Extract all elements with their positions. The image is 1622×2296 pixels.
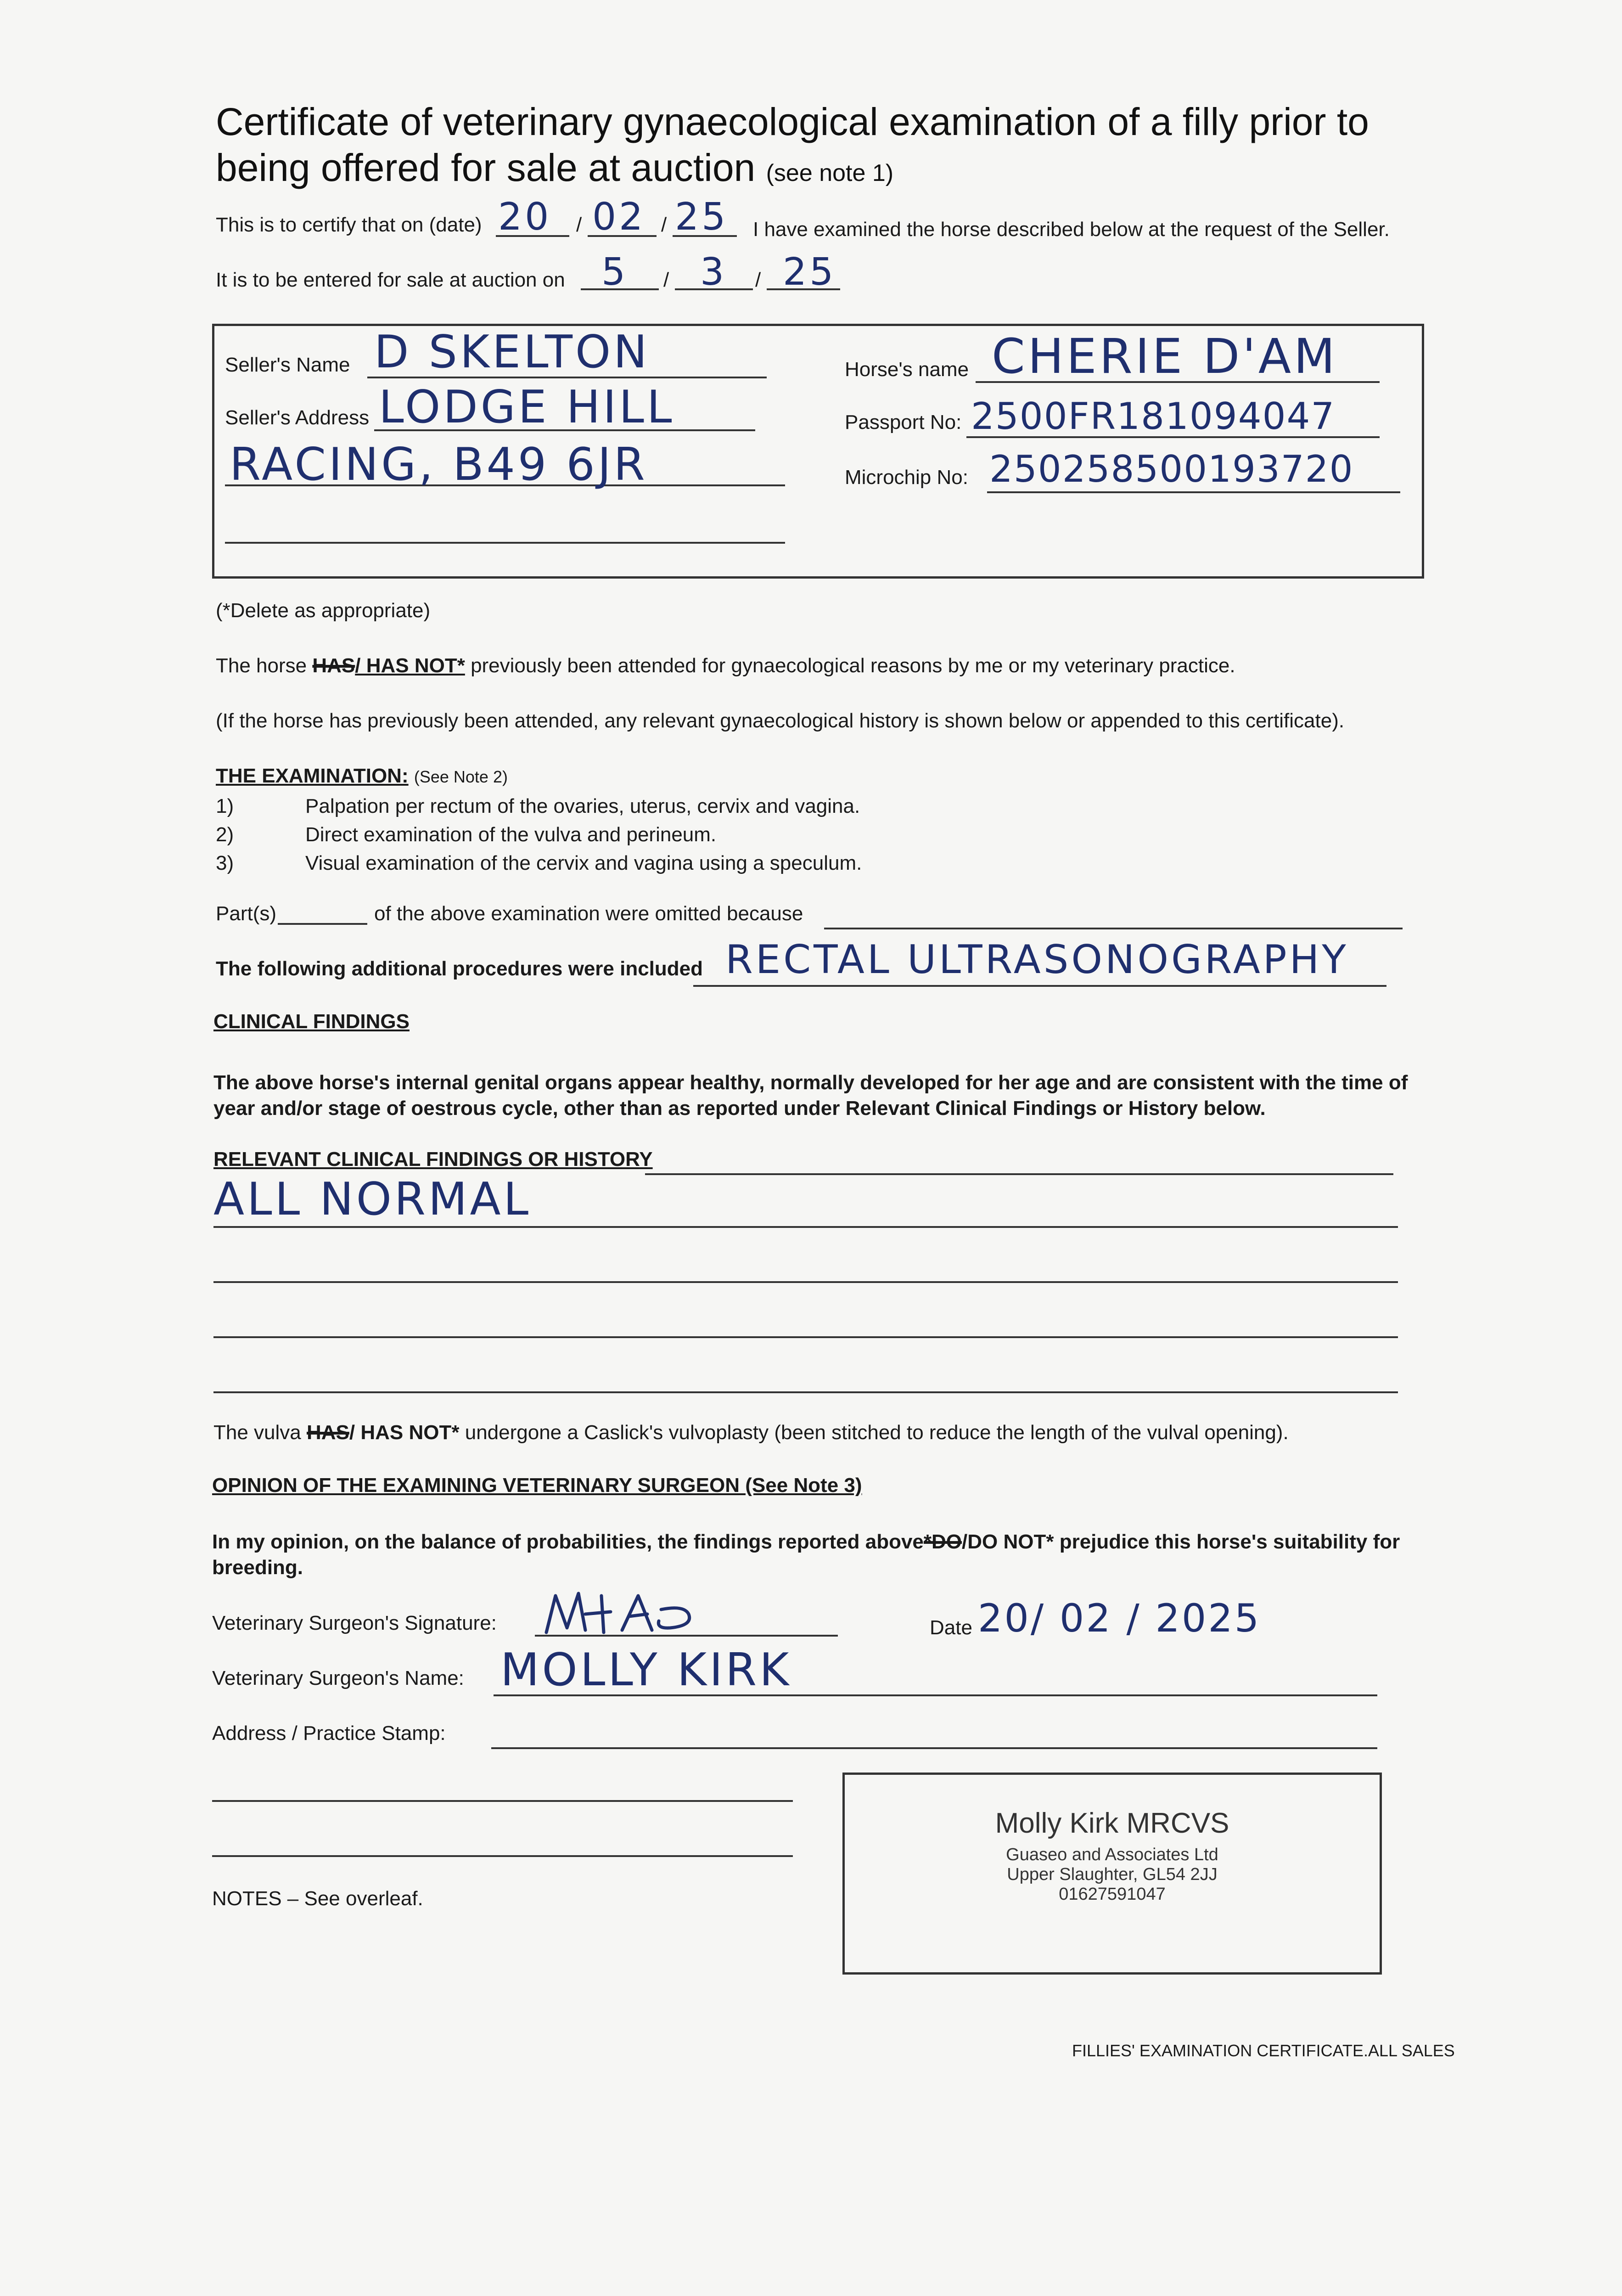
examination-item xyxy=(216,821,862,849)
relevant-heading: RELEVANT CLINICAL FINDINGS OR HISTORY xyxy=(213,1148,653,1171)
microchip-number[interactable]: 250258500193720 xyxy=(989,448,1354,490)
clinical-heading: CLINICAL FINDINGS xyxy=(213,1010,410,1033)
title-line-1: Certificate of veterinary gynaecological examination of a filly prior to xyxy=(216,100,1369,143)
certify-sep-1: / xyxy=(576,214,582,236)
certify-sep-2: / xyxy=(661,214,667,236)
additional-value[interactable]: RECTAL ULTRASONOGRAPHY xyxy=(725,937,1349,983)
stamp-name: Molly Kirk MRCVS xyxy=(995,1807,1229,1839)
additional-line xyxy=(693,985,1386,987)
opinion-heading: OPINION OF THE EXAMINING VETERINARY SURGEON (See Note 3) xyxy=(212,1474,862,1497)
address-line-2 xyxy=(212,1855,793,1857)
relevant-line-4 xyxy=(213,1391,1398,1393)
seller-address-2[interactable]: RACING, B49 6JR xyxy=(230,439,648,491)
seller-name-label: Seller's Name xyxy=(225,354,350,376)
passport-number[interactable]: 2500FR181094047 xyxy=(971,395,1336,438)
practice-stamp xyxy=(845,1807,1380,1904)
clinical-text: The above horse's internal genital organs appear healthy, normally developed for her age and are consistent with the time of year and/or stage of oestrous cycle, other than as reported under Relevant Clinical Findings or History below. xyxy=(213,1071,1408,1120)
opinion-text xyxy=(212,1529,1406,1581)
horse-name-label: Horse's name xyxy=(845,358,969,381)
examination-heading xyxy=(216,765,508,788)
auction-sep-1: / xyxy=(663,269,669,291)
vulva-statement xyxy=(213,1421,1289,1444)
delete-note: (*Delete as appropriate) xyxy=(216,599,431,622)
stamp-label: Address / Practice Stamp: xyxy=(212,1722,446,1745)
date-label: Date xyxy=(930,1616,972,1639)
omitted-reason-line[interactable] xyxy=(824,928,1403,929)
microchip-label: Microchip No: xyxy=(845,466,968,489)
microchip-line xyxy=(987,491,1400,493)
title-line-2 xyxy=(216,145,1369,196)
surgeon-name-label: Veterinary Surgeon's Name: xyxy=(212,1667,464,1689)
auction-sep-2: / xyxy=(755,269,761,291)
examination-list xyxy=(216,792,862,878)
signature-label: Veterinary Surgeon's Signature: xyxy=(212,1612,497,1634)
title-line-2-text: being offered for sale at auction xyxy=(216,146,756,189)
vulva-suffix: undergone a Caslick's vulvoplasty (been stitched to reduce the length of the vulval opening). xyxy=(465,1421,1289,1444)
additional-label: The following additional procedures were included xyxy=(216,957,703,980)
examination-item xyxy=(216,792,862,821)
stamp-company: Guaseo and Associates Ltd xyxy=(1006,1845,1218,1864)
seller-name[interactable]: D SKELTON xyxy=(374,326,650,378)
attended-prefix: The horse xyxy=(216,654,307,677)
auction-month[interactable]: 3 xyxy=(700,250,727,294)
seller-address-label: Seller's Address xyxy=(225,406,370,429)
auction-day[interactable]: 5 xyxy=(601,250,629,294)
omitted-parts-line[interactable] xyxy=(278,923,367,925)
certify-day[interactable]: 20 xyxy=(498,195,552,239)
certify-month[interactable]: 02 xyxy=(592,195,646,239)
opinion-text-before: In my opinion, on the balance of probabilities, the findings reported above xyxy=(212,1531,924,1553)
examination-item xyxy=(216,849,862,878)
date-value[interactable]: 20/ 02 / 2025 xyxy=(978,1596,1261,1641)
address-line-1 xyxy=(212,1800,793,1802)
opinion-struck[interactable]: *DO xyxy=(923,1531,962,1553)
vulva-selected[interactable]: / HAS NOT* xyxy=(349,1421,460,1444)
stamp-address-line xyxy=(491,1747,1377,1749)
examination-heading-text: THE EXAMINATION: xyxy=(216,765,409,787)
seller-address-line-3 xyxy=(225,542,785,544)
relevant-line-2 xyxy=(213,1281,1398,1283)
certify-year[interactable]: 25 xyxy=(675,195,729,239)
relevant-line-0 xyxy=(645,1173,1393,1175)
examination-item-num: 2) xyxy=(216,823,234,846)
omitted-prefix: Part(s) xyxy=(216,902,276,925)
relevant-line-1 xyxy=(213,1226,1398,1228)
examination-item-text: Direct examination of the vulva and perineum. xyxy=(305,823,717,846)
attended-suffix: previously been attended for gynaecological reasons by me or my veterinary practice. xyxy=(471,654,1235,677)
surgeon-name[interactable]: MOLLY KIRK xyxy=(500,1644,792,1696)
examination-item-text: Visual examination of the cervix and vagina using a speculum. xyxy=(305,852,862,874)
history-note: (If the horse has previously been attended, any relevant gynaecological history is shown below or appended to this certificate). xyxy=(216,709,1345,732)
footer-text: FILLIES' EXAMINATION CERTIFICATE.ALL SALES xyxy=(1072,2041,1455,2060)
stamp-phone: 01627591047 xyxy=(1059,1885,1166,1904)
attended-selected[interactable]: / HAS NOT* xyxy=(355,654,465,677)
omitted-middle: of the above examination were omitted because xyxy=(374,902,803,925)
examination-heading-note: (See Note 2) xyxy=(414,767,508,786)
vulva-struck[interactable]: HAS xyxy=(307,1421,349,1444)
page-title xyxy=(216,99,1369,196)
horse-name[interactable]: CHERIE D'AM xyxy=(992,328,1338,384)
passport-label: Passport No: xyxy=(845,411,962,433)
signature-image xyxy=(542,1587,735,1642)
attended-statement xyxy=(216,654,1235,677)
seller-address-1[interactable]: LODGE HILL xyxy=(379,381,675,433)
examination-item-num: 3) xyxy=(216,852,234,874)
certify-suffix: I have examined the horse described below at the request of the Seller. xyxy=(753,218,1390,241)
relevant-value[interactable]: ALL NORMAL xyxy=(213,1173,532,1226)
auction-year[interactable]: 25 xyxy=(783,250,836,294)
vulva-prefix: The vulva xyxy=(213,1421,301,1444)
auction-prefix: It is to be entered for sale at auction on xyxy=(216,269,565,291)
certify-prefix: This is to certify that on (date) xyxy=(216,214,482,236)
relevant-line-3 xyxy=(213,1336,1398,1338)
notes-text: NOTES – See overleaf. xyxy=(212,1887,423,1910)
stamp-address: Upper Slaughter, GL54 2JJ xyxy=(1007,1865,1218,1884)
opinion-text-after: /DO NOT* prejudice this horse's suitability for breeding. xyxy=(212,1531,1400,1579)
examination-item-num: 1) xyxy=(216,795,234,817)
attended-struck[interactable]: HAS xyxy=(312,654,355,677)
title-note: (see note 1) xyxy=(766,160,894,186)
examination-item-text: Palpation per rectum of the ovaries, uterus, cervix and vagina. xyxy=(305,795,860,817)
